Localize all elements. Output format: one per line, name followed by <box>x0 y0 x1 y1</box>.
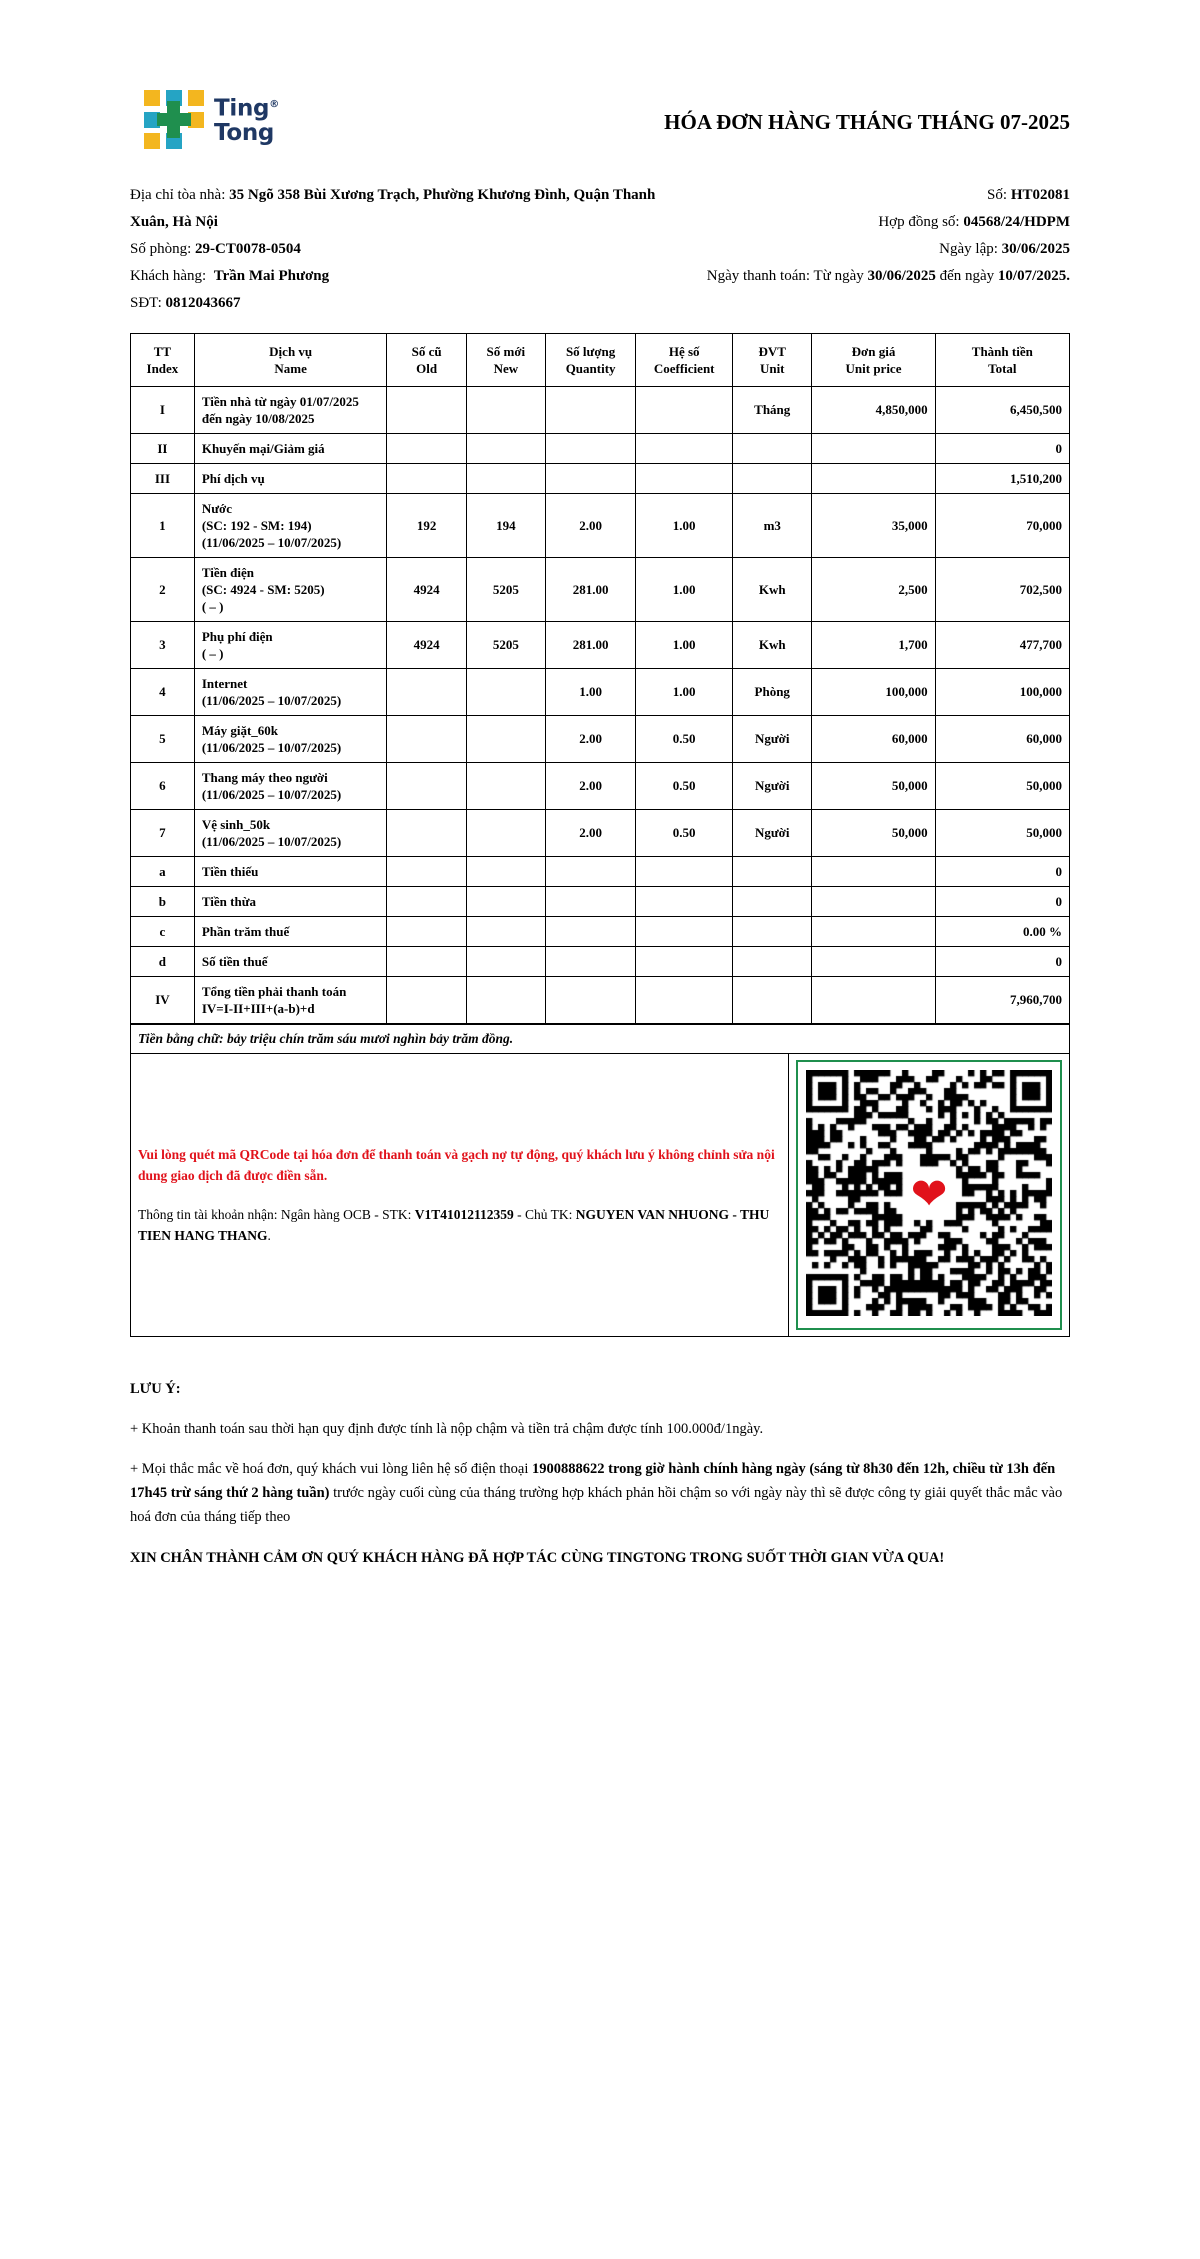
cell-quantity <box>545 434 635 464</box>
brand-logo <box>130 90 279 148</box>
cell-unit <box>733 434 812 464</box>
invoice-number-label: Số: <box>987 187 1008 203</box>
table-row <box>131 387 1070 434</box>
cell-service-name <box>194 494 387 558</box>
building-address <box>130 182 675 236</box>
cell-unit <box>733 857 812 887</box>
building-address-label: Địa chỉ tòa nhà: <box>130 187 226 203</box>
cell-total: 1,510,200 <box>935 464 1069 494</box>
cell-unit <box>733 464 812 494</box>
footer-note-2-bold: 1900888622 trong giờ hành chính hàng ngày (sáng từ 8h30 đến 12h, chiều từ 13h đến 17h45 trừ sáng thứ 2 hàng tuần) <box>130 1461 1056 1501</box>
service-name-main: Tổng tiền phải thanh toán IV=I-II+III+(a-b)+d <box>201 984 347 1016</box>
service-name-main: Phí dịch vụ <box>201 471 265 486</box>
invoice-table <box>130 333 1070 1024</box>
cell-service-name <box>194 434 387 464</box>
service-name-main: Phần trăm thuế <box>201 924 290 939</box>
building-address-value: 35 Ngõ 358 Bùi Xương Trạch, Phường Khương Đình, Quận Thanh Xuân, Hà Nội <box>130 187 656 230</box>
cell-new <box>466 977 545 1024</box>
cell-service-name <box>194 763 387 810</box>
brand-name-line2: Tong <box>214 120 275 147</box>
created-date-value: 30/06/2025 <box>1001 241 1070 257</box>
cell-coefficient: 0.50 <box>636 763 733 810</box>
col-coefficient-l1: Hệ số <box>668 344 700 359</box>
cell-index: II <box>131 434 195 464</box>
cell-total: 0 <box>935 887 1069 917</box>
contract-number <box>675 209 1070 236</box>
cell-total: 6,450,500 <box>935 387 1069 434</box>
table-row <box>131 669 1070 716</box>
cell-total: 0.00 % <box>935 917 1069 947</box>
col-quantity <box>545 334 635 387</box>
col-unit-price <box>812 334 935 387</box>
table-row <box>131 917 1070 947</box>
cell-total: 0 <box>935 947 1069 977</box>
cell-service-name <box>194 387 387 434</box>
cell-coefficient: 0.50 <box>636 810 733 857</box>
table-row <box>131 716 1070 763</box>
cell-old <box>387 887 466 917</box>
cell-new: 5205 <box>466 558 545 622</box>
cell-quantity <box>545 887 635 917</box>
cell-unit-price: 50,000 <box>812 763 935 810</box>
col-name-l1: Dịch vụ <box>269 344 313 359</box>
invoice-number-value: HT02081 <box>1010 187 1070 203</box>
cell-unit-price <box>812 947 935 977</box>
table-header-row <box>131 334 1070 387</box>
col-index-l1: TT <box>153 344 172 359</box>
cell-quantity <box>545 947 635 977</box>
col-old-l2: Old <box>416 361 438 376</box>
cell-coefficient <box>636 977 733 1024</box>
cell-new <box>466 464 545 494</box>
cell-unit-price <box>812 917 935 947</box>
room-number-value: 29-CT0078-0504 <box>195 241 301 257</box>
cell-new <box>466 434 545 464</box>
table-row <box>131 434 1070 464</box>
col-unit-l2: Unit <box>759 361 785 376</box>
cell-unit: Tháng <box>733 387 812 434</box>
col-new <box>466 334 545 387</box>
footer-note-2 <box>130 1457 1070 1529</box>
cell-service-name <box>194 464 387 494</box>
col-new-l1: Số mới <box>486 344 526 359</box>
cell-total: 0 <box>935 434 1069 464</box>
col-unit-price-l1: Đơn giá <box>851 344 896 359</box>
cell-index: 4 <box>131 669 195 716</box>
cell-new: 5205 <box>466 622 545 669</box>
table-row <box>131 810 1070 857</box>
bank-info <box>138 1204 781 1246</box>
col-total-l2: Total <box>988 361 1017 376</box>
cell-quantity: 281.00 <box>545 558 635 622</box>
cell-unit: Người <box>733 810 812 857</box>
cell-service-name <box>194 669 387 716</box>
cell-unit-price <box>812 887 935 917</box>
table-row <box>131 494 1070 558</box>
bank-info-suffix: . <box>267 1228 271 1243</box>
cell-old: 4924 <box>387 622 466 669</box>
cell-unit-price: 2,500 <box>812 558 935 622</box>
payment-period-mid: đến ngày <box>939 268 995 284</box>
cell-quantity: 2.00 <box>545 763 635 810</box>
room-number <box>130 236 675 263</box>
service-name-main: Internet <box>201 676 248 691</box>
created-date <box>675 236 1070 263</box>
customer-name-label: Khách hàng: <box>130 268 207 284</box>
cell-coefficient <box>636 387 733 434</box>
qr-note-row <box>131 1054 1070 1337</box>
cell-quantity <box>545 464 635 494</box>
table-row <box>131 622 1070 669</box>
cell-unit: Kwh <box>733 622 812 669</box>
cell-old <box>387 387 466 434</box>
cell-coefficient: 1.00 <box>636 494 733 558</box>
payment-period-from: 30/06/2025 <box>867 268 936 284</box>
cell-new <box>466 857 545 887</box>
customer-name <box>130 263 675 290</box>
cell-unit: Người <box>733 763 812 810</box>
cell-unit-price <box>812 857 935 887</box>
service-name-sub: (11/06/2025 – 10/07/2025) <box>201 834 342 849</box>
col-new-l2: New <box>493 361 519 376</box>
cell-index: 3 <box>131 622 195 669</box>
cell-unit <box>733 977 812 1024</box>
cell-quantity: 2.00 <box>545 494 635 558</box>
cell-index: d <box>131 947 195 977</box>
cell-new <box>466 763 545 810</box>
cell-old <box>387 857 466 887</box>
service-name-main: Thang máy theo người <box>201 770 328 785</box>
created-date-label: Ngày lập: <box>939 241 998 257</box>
cell-unit-price <box>812 434 935 464</box>
cell-index: 6 <box>131 763 195 810</box>
cell-service-name <box>194 947 387 977</box>
cell-new <box>466 947 545 977</box>
amount-in-words: Tiền bằng chữ: bảy triệu chín trăm sáu mươi nghìn bảy trăm đồng. <box>131 1025 1070 1054</box>
footer-note-1: + Khoản thanh toán sau thời hạn quy định được tính là nộp chậm và tiền trả chậm được tính 100.000đ/1ngày. <box>130 1421 764 1437</box>
payment-period-label: Ngày thanh toán: Từ ngày <box>706 268 864 284</box>
cell-old <box>387 810 466 857</box>
col-old-l1: Số cũ <box>411 344 442 359</box>
cell-unit-price: 1,700 <box>812 622 935 669</box>
payment-note-cell <box>131 1054 789 1337</box>
cell-new: 194 <box>466 494 545 558</box>
col-name <box>194 334 387 387</box>
cell-index: IV <box>131 977 195 1024</box>
cell-unit-price: 60,000 <box>812 716 935 763</box>
cell-new <box>466 917 545 947</box>
footer-notes <box>130 1377 1070 1571</box>
footer-thanks: XIN CHÂN THÀNH CẢM ƠN QUÝ KHÁCH HÀNG ĐÃ HỢP TÁC CÙNG TINGTONG TRONG SUỐT THỜI GIAN VỪA QUA! <box>130 1550 945 1566</box>
service-name-sub: (11/06/2025 – 10/07/2025) <box>201 787 342 802</box>
cell-unit-price: 35,000 <box>812 494 935 558</box>
col-name-l2: Name <box>274 361 307 376</box>
cell-unit <box>733 947 812 977</box>
document-header <box>130 90 1070 148</box>
room-number-label: Số phòng: <box>130 241 192 257</box>
table-row <box>131 947 1070 977</box>
service-name-main: Máy giặt_60k <box>201 723 279 738</box>
cell-unit-price: 100,000 <box>812 669 935 716</box>
cell-service-name <box>194 917 387 947</box>
col-unit-price-l2: Unit price <box>845 361 902 376</box>
cell-index: a <box>131 857 195 887</box>
invoice-footer-table <box>130 1024 1070 1337</box>
cell-service-name <box>194 887 387 917</box>
cell-total: 0 <box>935 857 1069 887</box>
bank-account-number: V1T41012112359 <box>414 1207 514 1222</box>
cell-old <box>387 763 466 810</box>
cell-coefficient: 1.00 <box>636 669 733 716</box>
cell-index: III <box>131 464 195 494</box>
cell-new <box>466 669 545 716</box>
service-name-sub: (11/06/2025 – 10/07/2025) <box>201 693 342 708</box>
cell-index: 7 <box>131 810 195 857</box>
cell-unit-price <box>812 464 935 494</box>
cell-unit-price: 4,850,000 <box>812 387 935 434</box>
cell-index: 1 <box>131 494 195 558</box>
service-name-sub: (SC: 192 - SM: 194) <box>201 518 312 533</box>
invoice-meta <box>130 182 1070 317</box>
cell-service-name <box>194 810 387 857</box>
cell-index: 2 <box>131 558 195 622</box>
col-total <box>935 334 1069 387</box>
cell-new <box>466 887 545 917</box>
cell-coefficient <box>636 947 733 977</box>
footer-title: LƯU Ý: <box>130 1381 181 1397</box>
cell-service-name <box>194 558 387 622</box>
invoice-meta-right <box>675 182 1070 317</box>
brand-name <box>214 92 279 147</box>
cell-coefficient <box>636 857 733 887</box>
service-name-sub: (SC: 4924 - SM: 5205) <box>201 582 325 597</box>
cell-coefficient: 1.00 <box>636 622 733 669</box>
cell-unit <box>733 917 812 947</box>
cell-total: 702,500 <box>935 558 1069 622</box>
cell-total: 50,000 <box>935 810 1069 857</box>
table-row <box>131 977 1070 1024</box>
col-unit <box>733 334 812 387</box>
cell-quantity <box>545 917 635 947</box>
cell-new <box>466 716 545 763</box>
cell-quantity: 2.00 <box>545 810 635 857</box>
cell-coefficient <box>636 887 733 917</box>
invoice-meta-left <box>130 182 675 317</box>
cell-quantity: 2.00 <box>545 716 635 763</box>
contract-number-value: 04568/24/HDPM <box>963 214 1070 230</box>
page-title: HÓA ĐƠN HÀNG THÁNG THÁNG 07-2025 <box>664 110 1070 134</box>
service-name-main: Khuyến mại/Giảm giá <box>201 441 325 456</box>
cell-coefficient: 0.50 <box>636 716 733 763</box>
cell-total: 70,000 <box>935 494 1069 558</box>
invoice-number <box>675 182 1070 209</box>
cell-unit: Phòng <box>733 669 812 716</box>
cell-old <box>387 947 466 977</box>
cell-old <box>387 464 466 494</box>
cell-index: c <box>131 917 195 947</box>
heart-icon: ❤ <box>910 1170 948 1219</box>
service-name-main: Tiền thiếu <box>201 864 259 879</box>
cell-coefficient <box>636 464 733 494</box>
col-index <box>131 334 195 387</box>
contract-number-label: Hợp đồng số: <box>878 214 960 230</box>
col-coefficient-l2: Coefficient <box>653 361 715 376</box>
col-unit-l1: ĐVT <box>758 344 786 359</box>
customer-name-value: Trần Mai Phương <box>213 268 330 284</box>
col-index-l2: Index <box>146 361 179 376</box>
cell-unit-price <box>812 977 935 1024</box>
col-quantity-l2: Quantity <box>565 361 616 376</box>
col-old <box>387 334 466 387</box>
customer-phone-label: SĐT: <box>130 295 162 311</box>
cell-quantity <box>545 977 635 1024</box>
service-name-main: Phụ phí điện <box>201 629 273 644</box>
service-name-sub: ( – ) <box>201 599 224 614</box>
customer-phone-value: 0812043667 <box>165 295 241 311</box>
brand-name-line1: Ting <box>214 95 270 122</box>
service-name-main: Tiền nhà từ ngày 01/07/2025 đến ngày 10/08/2025 <box>201 394 359 426</box>
cell-total: 100,000 <box>935 669 1069 716</box>
cell-service-name <box>194 857 387 887</box>
payment-period <box>675 263 1070 290</box>
service-name-main: Tiền điện <box>201 565 254 580</box>
cell-coefficient <box>636 917 733 947</box>
cell-old <box>387 917 466 947</box>
service-name-main: Tiền thừa <box>201 894 257 909</box>
cell-unit-price: 50,000 <box>812 810 935 857</box>
cell-unit: m3 <box>733 494 812 558</box>
col-quantity-l1: Số lượng <box>565 344 616 359</box>
service-name-sub: (11/06/2025 – 10/07/2025) <box>201 740 342 755</box>
cell-total: 60,000 <box>935 716 1069 763</box>
service-name-main: Vệ sinh_50k <box>201 817 271 832</box>
footer-note-2-prefix: + Mọi thắc mắc về hoá đơn, quý khách vui lòng liên hệ số điện thoại <box>130 1461 529 1477</box>
cell-new <box>466 387 545 434</box>
qr-warning-note: Vui lòng quét mã QRCode tại hóa đơn để thanh toán và gạch nợ tự động, quý khách lưu ý không chỉnh sửa nội dung giao dịch đã được điền sẵn. <box>138 1147 775 1183</box>
bank-info-mid: - Chủ TK: <box>517 1207 573 1222</box>
cell-unit <box>733 887 812 917</box>
customer-phone <box>130 290 675 317</box>
cell-index: 5 <box>131 716 195 763</box>
payment-period-to: 10/07/2025. <box>997 268 1070 284</box>
bank-account-owner: NGUYEN VAN NHUONG - THU TIEN HANG THANG <box>138 1207 770 1243</box>
cell-service-name <box>194 977 387 1024</box>
cell-quantity: 281.00 <box>545 622 635 669</box>
cell-quantity <box>545 387 635 434</box>
tingtong-logo-icon <box>144 90 204 148</box>
table-row <box>131 558 1070 622</box>
cell-new <box>466 810 545 857</box>
cell-index: I <box>131 387 195 434</box>
footer-note-2-suffix: trước ngày cuối cùng của tháng trường hợp khách phản hồi chậm so với ngày này thì sẽ được công ty giải quyết thắc mắc vào hoá đơn của tháng tiếp theo <box>130 1485 1063 1525</box>
service-name-main: Số tiền thuế <box>201 954 268 969</box>
cell-quantity <box>545 857 635 887</box>
cell-unit: Người <box>733 716 812 763</box>
qr-code[interactable] <box>796 1060 1062 1330</box>
cell-unit: Kwh <box>733 558 812 622</box>
invoice-table-body <box>131 387 1070 1024</box>
cell-coefficient <box>636 434 733 464</box>
cell-old: 192 <box>387 494 466 558</box>
cell-old <box>387 716 466 763</box>
cell-old <box>387 669 466 716</box>
cell-old <box>387 977 466 1024</box>
cell-total: 50,000 <box>935 763 1069 810</box>
service-name-sub: ( – ) <box>201 646 224 661</box>
cell-old <box>387 434 466 464</box>
col-total-l1: Thành tiền <box>971 344 1033 359</box>
cell-coefficient: 1.00 <box>636 558 733 622</box>
cell-total: 477,700 <box>935 622 1069 669</box>
invoice-table-head <box>131 334 1070 387</box>
cell-quantity: 1.00 <box>545 669 635 716</box>
cell-service-name <box>194 622 387 669</box>
table-row <box>131 887 1070 917</box>
table-row <box>131 464 1070 494</box>
cell-old: 4924 <box>387 558 466 622</box>
table-row <box>131 857 1070 887</box>
cell-service-name <box>194 716 387 763</box>
table-row <box>131 763 1070 810</box>
service-name-sub: (11/06/2025 – 10/07/2025) <box>201 535 342 550</box>
amount-in-words-row <box>131 1025 1070 1054</box>
bank-info-prefix: Thông tin tài khoản nhận: Ngân hàng OCB - STK: <box>138 1207 412 1222</box>
cell-total: 7,960,700 <box>935 977 1069 1024</box>
col-coefficient <box>636 334 733 387</box>
service-name-main: Nước <box>201 501 233 516</box>
cell-index: b <box>131 887 195 917</box>
trademark-symbol: ® <box>269 98 279 110</box>
qr-code-cell[interactable] <box>789 1054 1070 1337</box>
